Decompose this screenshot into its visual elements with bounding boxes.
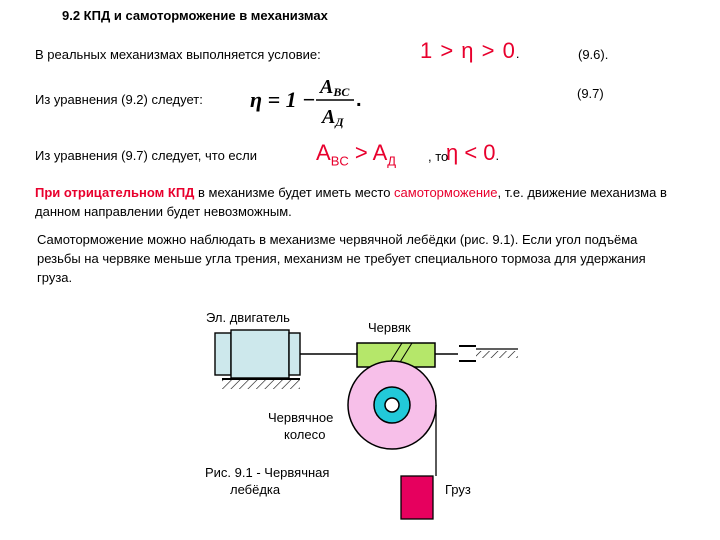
formula-denominator: AД bbox=[322, 106, 344, 129]
wheel-label-line2: колесо bbox=[284, 427, 326, 442]
work-comparison: $A_{BC} > A_Д$ bbox=[316, 140, 397, 169]
formula-end: . bbox=[515, 46, 521, 61]
equation-ref-9-6: (9.6). bbox=[578, 47, 609, 62]
red-lead: При отрицательном КПД bbox=[35, 185, 195, 200]
formula-lhs: η = 1 − bbox=[250, 87, 316, 112]
negative-efficiency: η < 0. bbox=[446, 140, 500, 165]
motor-base bbox=[222, 379, 300, 389]
page-title: 9.2 КПД и самоторможение в механизмах bbox=[62, 8, 328, 23]
equation-ref-9-7: (9.7) bbox=[577, 86, 604, 101]
formula-numerator: ABC bbox=[320, 76, 350, 99]
paragraph-worm-winch: Самоторможение можно наблюдать в механизме червячной лебёдки (рис. 9.1). Если угол подъёма резьбы на червяке меньше угла трения, механизм не требует специального тормоза для удержания груза. bbox=[37, 232, 646, 285]
motor-label: Эл. двигатель bbox=[206, 310, 290, 325]
formula-end: . bbox=[356, 89, 362, 111]
consequence-lead-text: Из уравнения (9.7) следует, что если bbox=[35, 148, 257, 163]
red-term: самоторможение bbox=[394, 185, 498, 200]
formula-text: 1 > η > 0 bbox=[420, 38, 516, 63]
paragraph-self-braking: При отрицательном КПД в механизме будет иметь место самоторможение, т.е. движение механизма в данном направлении будет невозможным. bbox=[35, 185, 667, 219]
condition-text: В реальных механизмах выполняется условие: bbox=[35, 47, 321, 62]
electric-motor bbox=[215, 330, 300, 378]
load-label: Груз bbox=[445, 482, 471, 497]
then-text: , то bbox=[428, 149, 449, 164]
figure-caption-line1: Рис. 9.1 - Червячная bbox=[205, 465, 330, 480]
right-bearing bbox=[459, 346, 518, 361]
equation-lead-text: Из уравнения (9.2) следует: bbox=[35, 92, 203, 107]
figure-caption-line2: лебёдка bbox=[230, 482, 281, 497]
worm-wheel bbox=[348, 361, 436, 449]
wheel-label-line1: Червячное bbox=[268, 410, 334, 425]
load bbox=[401, 476, 433, 519]
worm-label: Червяк bbox=[368, 320, 411, 335]
